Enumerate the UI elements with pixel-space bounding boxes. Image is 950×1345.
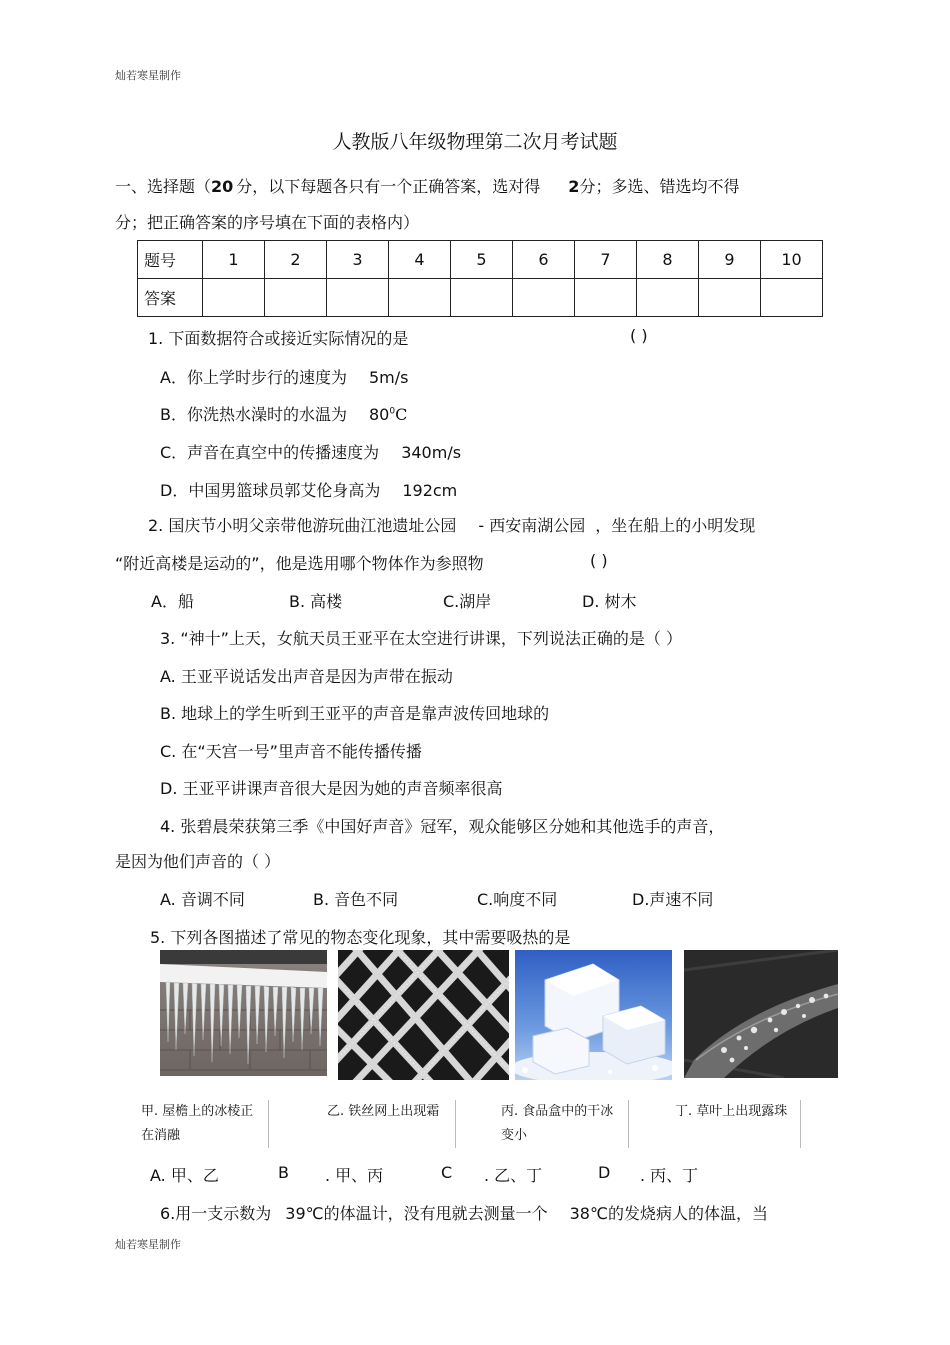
q5-option-c: . 乙、丁 — [484, 1166, 543, 1185]
points-each: 2 — [568, 177, 580, 196]
caption-yi: 乙. 铁丝网上出现霜 — [327, 1104, 440, 1119]
q1-b-value: 80 — [368, 405, 390, 424]
q2-line1b: - 西安南湖公园 — [478, 516, 586, 535]
table-cell-number: 4 — [389, 241, 451, 279]
q1-b-unit: C — [395, 405, 408, 424]
table-row-answers — [138, 279, 823, 317]
section-intro: 一、选择题（ — [115, 177, 212, 196]
q5-option-d-letter: D — [598, 1163, 611, 1182]
caption-divider — [455, 1100, 456, 1148]
q5-option-d: . 丙、丁 — [640, 1166, 699, 1185]
q1-option-b — [160, 402, 407, 425]
q2-line2: “附近高楼是运动的”，他是选用哪个物体作为参照物 — [115, 554, 484, 573]
caption-bing: 丙. 食品盒中的干冰变小 — [501, 1104, 614, 1143]
answer-cell[interactable] — [265, 279, 327, 317]
table-label-number: 题号 — [138, 241, 203, 279]
header-watermark: 灿若寒星制作 — [115, 69, 181, 82]
q6-line1 — [160, 1201, 768, 1224]
answer-cell[interactable] — [203, 279, 265, 317]
q5-option-b-letter: B — [278, 1163, 289, 1182]
q1-a-value: 5m/s — [368, 368, 409, 387]
q3-option-d: D. 王亚平讲课声音很大是因为她的声音频率很高 — [160, 779, 503, 798]
q3-option-b: B. 地球上的学生听到王亚平的声音是靠声波传回地球的 — [160, 704, 550, 723]
q1-option-c — [160, 440, 461, 463]
answer-cell[interactable] — [513, 279, 575, 317]
q6-line1c: 的发烧病人的体温，当 — [607, 1204, 768, 1223]
q4-option-d: D.声速不同 — [632, 890, 714, 909]
q5-option-a: A. 甲、乙 — [150, 1166, 219, 1185]
q1-c-text: C．声音在真空中的传播速度为 — [160, 443, 380, 462]
q4-line1: 4. 张碧晨荣获第三季《中国好声音》冠军，观众能够区分她和其他选手的声音， — [160, 817, 725, 836]
q5-stem: 5. 下列各图描述了常见的物态变化现象，其中需要吸热的是 — [150, 928, 571, 947]
q4-option-a: A. 音调不同 — [160, 890, 245, 909]
q4-option-c: C.响度不同 — [477, 890, 558, 909]
q3-option-c: C. 在“天宫一号”里声音不能传播传播 — [160, 742, 422, 761]
table-row-numbers — [138, 241, 823, 279]
table-cell-number: 5 — [451, 241, 513, 279]
q1-d-text: D．中国男篮球员郭艾伦身高为 — [160, 481, 381, 500]
section-rule-end: 分；多选、错选均不得 — [579, 177, 740, 196]
answer-cell[interactable] — [761, 279, 823, 317]
caption-divider — [628, 1100, 629, 1148]
q1-c-value: 340m/s — [401, 443, 462, 462]
q3-option-a: A. 王亚平说话发出声音是因为声带在振动 — [160, 667, 453, 686]
icicles-image — [160, 950, 327, 1076]
dewdrops-leaf-image — [684, 950, 838, 1078]
caption-jia: 甲. 屋檐上的冰棱正在消融 — [141, 1104, 254, 1143]
section-rule: 分，以下每题各只有一个正确答案，选对得 — [236, 177, 541, 196]
q2-bracket: ( ) — [590, 551, 608, 570]
q2-option-b: B. 高楼 — [289, 592, 343, 611]
q1-b-text: B．你洗热水澡时的水温为 — [160, 405, 347, 424]
table-cell-number: 3 — [327, 241, 389, 279]
q2-option-d: D. 树木 — [582, 592, 637, 611]
q1-stem: 1. 下面数据符合或接近实际情况的是 — [148, 329, 409, 348]
frost-mesh-image — [338, 950, 509, 1080]
q4-option-b: B. 音色不同 — [313, 890, 399, 909]
q6-value1: 39℃ — [285, 1204, 324, 1223]
answer-cell[interactable] — [389, 279, 451, 317]
table-cell-number: 7 — [575, 241, 637, 279]
q2-option-c: C.湖岸 — [443, 592, 492, 611]
q5-option-b: . 甲、丙 — [325, 1166, 384, 1185]
q1-d-value: 192cm — [402, 481, 458, 500]
q1-a-text: A．你上学时步行的速度为 — [160, 368, 347, 387]
q2-line1a: 2. 国庆节小明父亲带他游玩曲江池遗址公园 — [148, 516, 457, 535]
page-title: 人教版八年级物理第二次月考试题 — [332, 131, 618, 153]
section-heading-line2: 分；把正确答案的序号填在下面的表格内） — [115, 213, 420, 232]
q2-option-a: A．船 — [151, 592, 194, 611]
answer-cell[interactable] — [699, 279, 761, 317]
q6-line1a: 6.用一支示数为 — [160, 1204, 272, 1223]
q2-line1 — [148, 513, 755, 536]
q2-line1c: ，坐在船上的小明发现 — [595, 516, 756, 535]
table-label-answer: 答案 — [138, 279, 203, 317]
q6-line1b: 的体温计，没有甩就去测量一个 — [323, 1204, 548, 1223]
section-heading-line1 — [115, 174, 739, 197]
q5-option-c-letter: C — [441, 1163, 453, 1182]
dry-ice-image — [515, 950, 672, 1080]
caption-divider — [800, 1100, 801, 1148]
table-cell-number: 9 — [699, 241, 761, 279]
caption-ding: 丁. 草叶上出现露珠 — [675, 1104, 788, 1119]
q1-b-sup: 0 — [389, 406, 396, 417]
answer-cell[interactable] — [575, 279, 637, 317]
caption-divider — [268, 1100, 269, 1148]
q1-option-a — [160, 365, 408, 388]
answer-cell[interactable] — [451, 279, 513, 317]
table-cell-number: 1 — [203, 241, 265, 279]
table-cell-number: 8 — [637, 241, 699, 279]
q4-line2: 是因为他们声音的（ ） — [115, 852, 281, 871]
q3-stem: 3. “神十”上天，女航天员王亚平在太空进行讲课，下列说法正确的是（ ） — [160, 629, 683, 648]
answer-table — [137, 240, 823, 317]
footer-watermark: 灿若寒星制作 — [115, 1238, 181, 1251]
q1-option-d — [160, 478, 457, 501]
table-cell-number: 10 — [761, 241, 823, 279]
answer-cell[interactable] — [327, 279, 389, 317]
answer-cell[interactable] — [637, 279, 699, 317]
q1-bracket: ( ) — [630, 326, 648, 345]
table-cell-number: 6 — [513, 241, 575, 279]
table-cell-number: 2 — [265, 241, 327, 279]
q6-value2: 38℃ — [569, 1204, 608, 1223]
points-total: 20 — [211, 177, 234, 196]
